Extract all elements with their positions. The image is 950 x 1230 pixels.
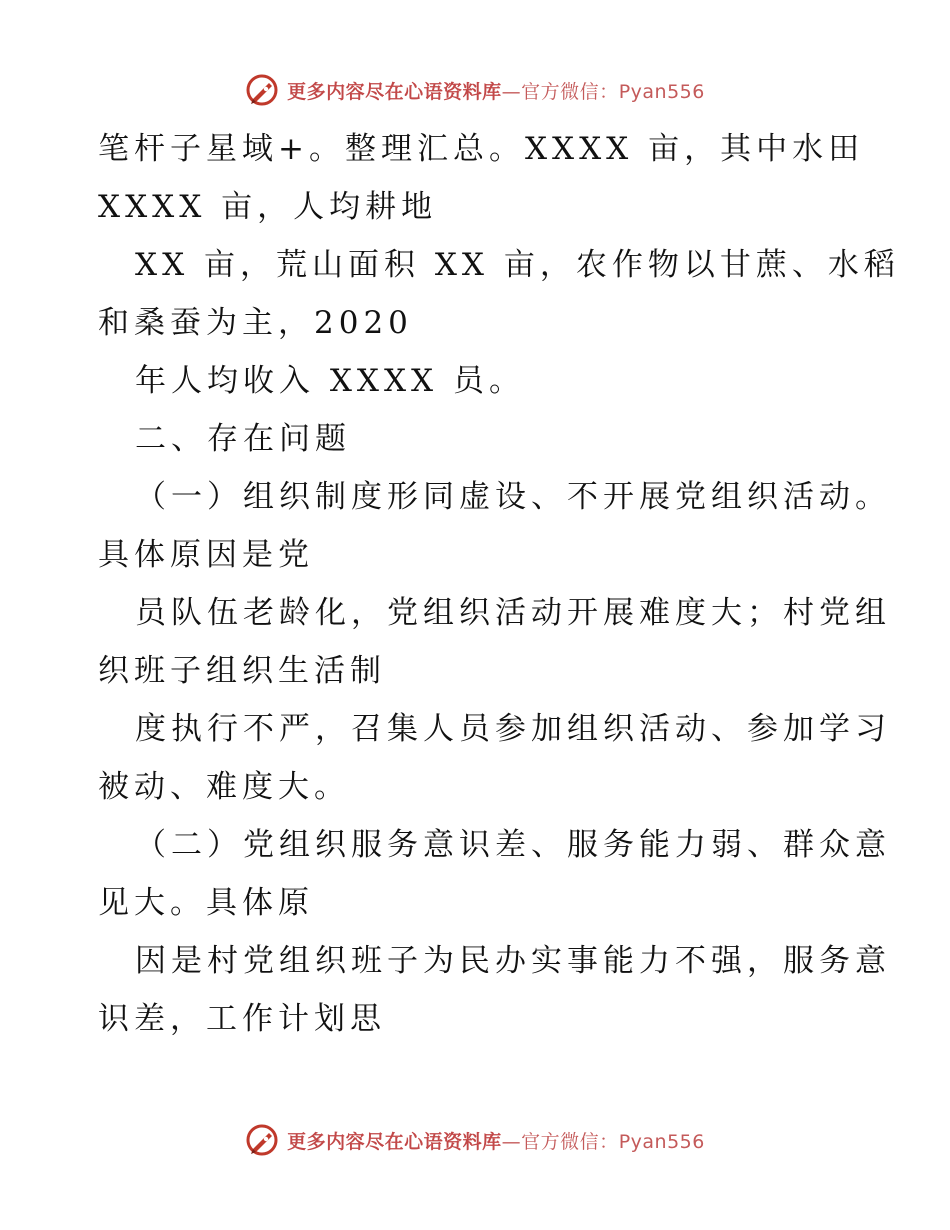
header-watermark-banner (0, 70, 950, 110)
section-heading: 二、存在问题 (135, 421, 351, 457)
paragraph-line: 识差，工作计划思 (98, 1001, 386, 1037)
paragraph-line: （二）党组织服务意识差、服务能力弱、群众意 (135, 827, 891, 863)
banner-text: 更多内容尽在心语资料库—官方微信：Pyan556 (287, 80, 705, 103)
paragraph-line: 因是村党组织班子为民办实事能力不强，服务意 (135, 943, 891, 979)
footer-watermark-banner (0, 1120, 950, 1160)
paragraph-line: 织班子组织生活制 (98, 653, 386, 689)
paragraph-line: （一）组织制度形同虚设、不开展党组织活动。 (135, 479, 891, 515)
paragraph-line: XX 亩，荒山面积 XX 亩，农作物以甘蔗、水稻 (135, 247, 900, 283)
document-body (98, 120, 900, 1048)
paragraph-line: 见大。具体原 (98, 885, 314, 921)
pen-logo-icon (245, 73, 279, 107)
paragraph-line: 年人均收入 XXXX 员。 (135, 363, 525, 399)
banner-text: 更多内容尽在心语资料库—官方微信：Pyan556 (287, 1130, 705, 1153)
paragraph-line: XXXX 亩，人均耕地 (98, 189, 438, 225)
paragraph-line: 员队伍老龄化，党组织活动开展难度大；村党组 (135, 595, 891, 631)
paragraph-line: 被动、难度大。 (98, 769, 350, 805)
paragraph-line: 度执行不严，召集人员参加组织活动、参加学习 (135, 711, 891, 747)
paragraph-line: 具体原因是党 (98, 537, 314, 573)
paragraph-line: 笔杆子星域+。整理汇总。XXXX 亩，其中水田 (98, 131, 865, 167)
pen-logo-icon (245, 1123, 279, 1157)
paragraph-line: 和桑蚕为主，2020 (98, 305, 413, 341)
